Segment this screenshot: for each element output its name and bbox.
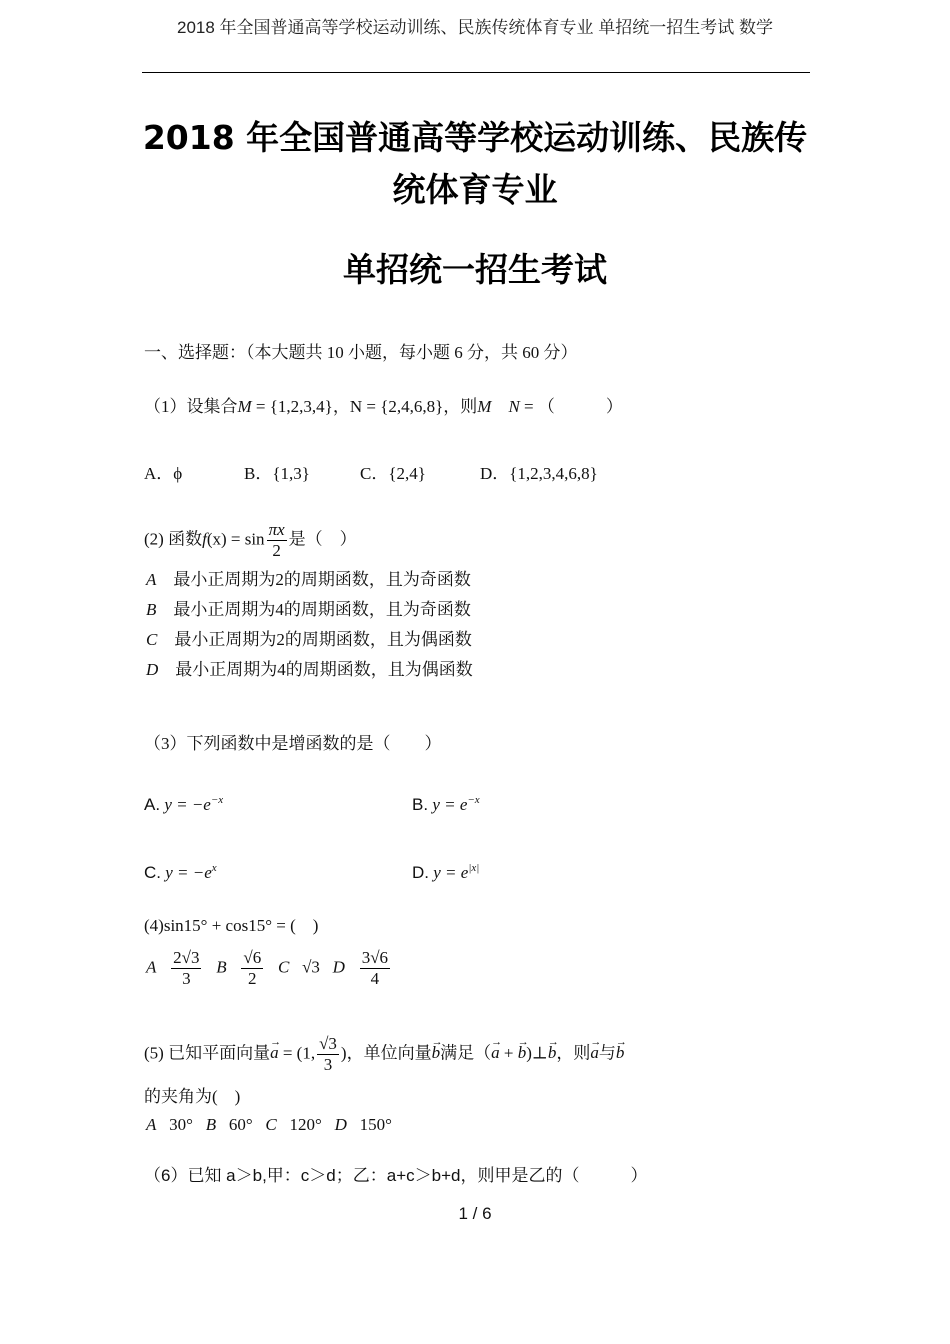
document-title <box>130 112 820 216</box>
q4-option-b-den: 2 <box>248 969 257 988</box>
q3-option-b <box>412 787 480 818</box>
question-3: （3）下列函数中是增函数的是（ ） <box>144 734 442 753</box>
q2-option-b-letter: B <box>146 600 157 619</box>
q2-fraction <box>267 520 287 561</box>
q5-option-d-text: 150° <box>359 1115 392 1134</box>
q2-option-b <box>146 597 471 623</box>
q5-line-2: 的夹角为( ) <box>144 1087 241 1106</box>
q2-prefix: (2) 函数 <box>144 529 203 549</box>
q3-option-d <box>412 855 479 886</box>
q4-option-c-letter: C <box>277 957 290 977</box>
q1-m: M <box>477 397 492 416</box>
q5-eq: = (1, <box>278 1043 316 1063</box>
q5-vector-b: → b <box>432 1040 441 1066</box>
q3-option-b-expr: y = e <box>432 795 468 814</box>
question-6: （6）已知 a＞b,甲：c＞d；乙：a+c＞b+d，则甲是乙的（ ） <box>144 1166 648 1185</box>
q5-vector-b-4: → b <box>616 1040 625 1066</box>
q3-option-c-label: C. <box>144 863 161 882</box>
q5-option-a-letter: A <box>146 1115 157 1134</box>
q3-option-b-label: B. <box>412 795 429 814</box>
title-line-2: 统体育专业 <box>392 170 558 209</box>
q3-option-a <box>144 787 223 818</box>
q5-plus: + <box>499 1043 518 1063</box>
q5-denominator: 3 <box>323 1055 333 1074</box>
q1-set-m-value: = {1,2,3,4} <box>251 397 333 416</box>
q5-option-d-letter: D <box>334 1115 347 1134</box>
q4-option-b-letter: B <box>216 957 227 977</box>
question-5 <box>144 1034 624 1075</box>
q1-set-m: M <box>237 397 252 416</box>
q2-option-c <box>146 627 472 653</box>
q5-numerator: √3 <box>319 1034 337 1053</box>
q2-option-a-text: 最小正周期为2的周期函数，且为奇函数 <box>173 570 471 589</box>
q2-option-c-text: 最小正周期为2的周期函数，且为偶函数 <box>174 630 472 649</box>
running-header: 2018 年全国普通高等学校运动训练、民族传统体育专业 单招统一招生考试 数学 <box>177 18 773 37</box>
q3-option-c-expr: y = −e <box>165 863 212 882</box>
q5-fraction <box>317 1034 339 1075</box>
q3-option-d-label: D. <box>412 863 429 882</box>
question-2 <box>144 520 357 561</box>
q5-option-b-letter: B <box>205 1115 217 1134</box>
document-subtitle: 单招统一招生考试 <box>343 250 607 289</box>
q5-vector-a: → a <box>270 1040 279 1066</box>
q5-option-a-text: 30° <box>169 1115 193 1134</box>
q2-option-d-text: 最小正周期为4的周期函数，且为偶函数 <box>175 660 473 679</box>
q1-prefix: （1）设集合 <box>144 397 238 416</box>
q4-option-d-num: 3√6 <box>361 948 389 967</box>
q3-option-d-exp: |x| <box>468 862 480 874</box>
q2-option-a <box>146 567 471 593</box>
q2-numerator: πx <box>268 520 285 539</box>
title-line-1: 2018 年全国普通高等学校运动训练、民族传 <box>142 118 808 157</box>
header-rule <box>142 72 810 73</box>
q2-f: f <box>202 529 207 549</box>
q5-prefix: (5) 已知平面向量 <box>144 1043 271 1063</box>
q5-options <box>146 1112 392 1138</box>
q5-vector-b-3: → b <box>548 1040 557 1066</box>
q4-options <box>146 948 392 989</box>
q5-then: ，则 <box>556 1043 591 1063</box>
q1-option-b: B．{1,3} <box>244 464 310 483</box>
question-1 <box>144 394 623 420</box>
q5-mid: ，单位向量 <box>346 1043 432 1063</box>
q3-option-c <box>144 855 217 886</box>
page-number: 1 / 6 <box>458 1204 492 1223</box>
q1-option-d: D．{1,2,3,4,6,8} <box>480 464 598 483</box>
q5-option-c-text: 120° <box>289 1115 322 1134</box>
q3-option-c-exp: x <box>211 862 217 874</box>
q5-option-c-letter: C <box>265 1115 277 1134</box>
q5-yu: 与 <box>598 1043 616 1063</box>
q2-arg: (x) = sin <box>206 529 265 549</box>
q2-option-b-text: 最小正周期为4的周期函数，且为奇函数 <box>173 600 471 619</box>
q5-option-b-text: 60° <box>228 1115 253 1134</box>
q4-option-b-num: √6 <box>243 948 262 967</box>
q4-option-b-fraction <box>241 948 263 989</box>
q5-vector-b-2: → b <box>518 1040 527 1066</box>
q2-option-d <box>146 657 473 683</box>
q4-option-a-num: 2√3 <box>173 948 200 967</box>
q5-vector-a-2: → a <box>491 1040 500 1066</box>
q5-vector-a-3: → a <box>590 1040 599 1066</box>
q3-option-a-label: A. <box>144 795 161 814</box>
q4-option-a-den: 3 <box>182 969 191 988</box>
q4-option-d-fraction <box>360 948 390 989</box>
section-heading: 一、选择题：（本大题共 10 小题，每小题 6 分，共 60 分） <box>144 343 578 362</box>
q1-blank: = （ ） <box>519 397 623 416</box>
q1-n: N <box>508 397 520 416</box>
q1-set-n-value: N = {2,4,6,8} <box>349 397 444 416</box>
q1-option-c: C．{2,4} <box>360 464 426 483</box>
q5-cond: 满足（ <box>440 1043 492 1063</box>
q2-option-c-letter: C <box>146 630 158 649</box>
q3-option-b-exp: −x <box>467 794 480 806</box>
question-4: (4)sin15° + cos15° = ( ) <box>144 916 319 935</box>
q2-denominator: 2 <box>272 541 281 560</box>
q5-perp: )⊥ <box>526 1043 548 1063</box>
q3-option-a-exp: −x <box>210 794 224 806</box>
q2-option-d-letter: D <box>146 660 159 679</box>
q5-close: ) <box>340 1043 347 1063</box>
q1-then: ，则 <box>443 397 478 416</box>
q4-option-a-letter: A <box>146 957 157 977</box>
q4-option-a-fraction <box>171 948 201 989</box>
q4-option-c-value: √3 <box>302 957 320 977</box>
q2-option-a-letter: A <box>146 570 157 589</box>
q3-option-d-expr: y = e <box>433 863 469 882</box>
q2-suffix: 是（ ） <box>288 529 357 549</box>
q4-option-d-den: 4 <box>370 969 380 988</box>
q3-option-a-expr: y = −e <box>164 795 211 814</box>
q1-comma: ， <box>332 397 350 416</box>
q1-option-a: A．ϕ <box>144 464 183 483</box>
q4-option-d-letter: D <box>332 957 345 977</box>
